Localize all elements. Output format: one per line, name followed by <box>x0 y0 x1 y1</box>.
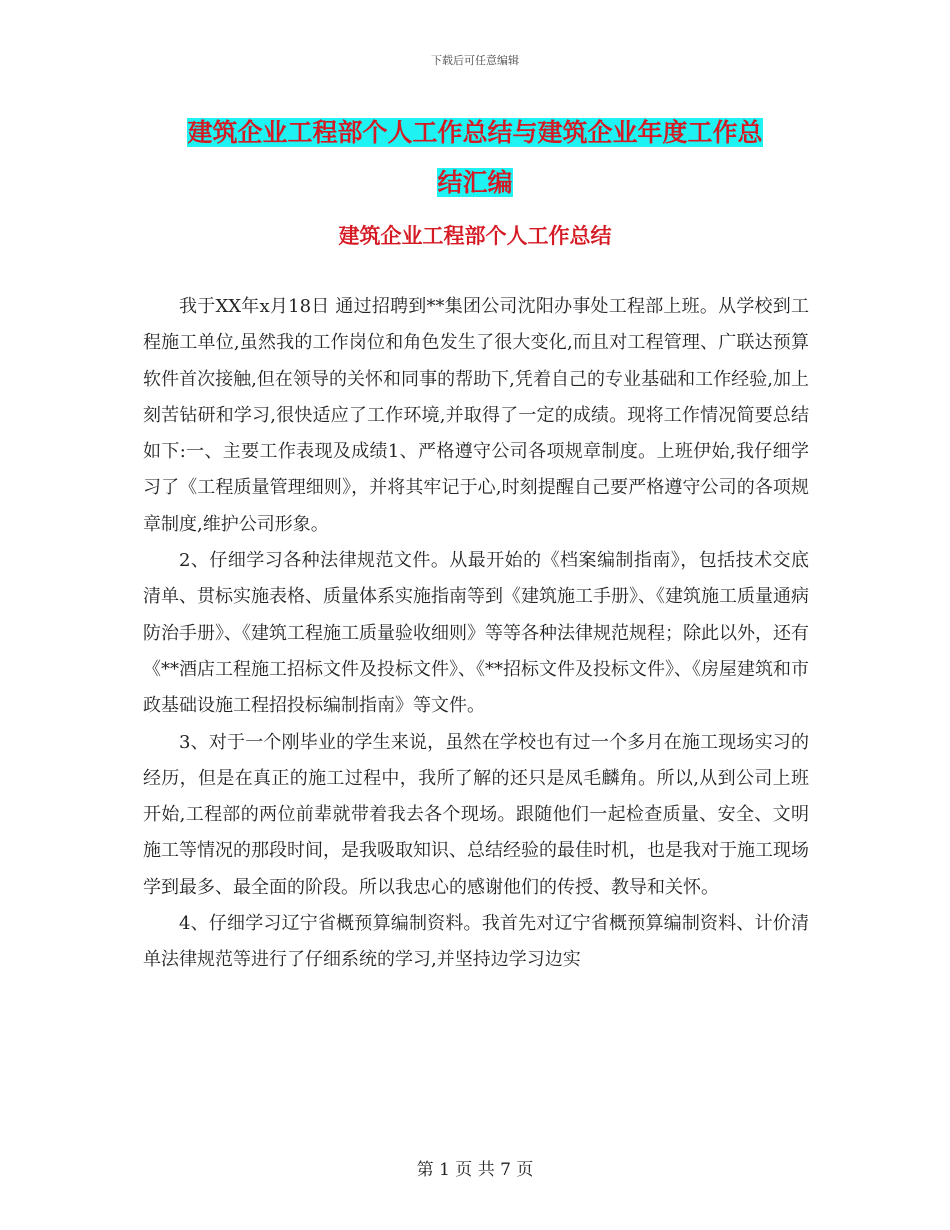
document-body <box>143 289 809 979</box>
paragraph-1: 我于XX年x月18日 通过招聘到**集团公司沈阳办事处工程部上班。从学校到工程施工单位,虽然我的工作岗位和角色发生了很大变化,而且对工程管理、广联达预算软件首次接触,但在领导的关怀和同事的帮助下,凭着自己的专业基础和工作经验,加上刻苦钻研和学习,很快适应了工作环境,并取得了一定的成绩。现将工作情况简要总结如下:一、主要工作表现及成绩1、严格遵守公司各项规章制度。上班伊始,我仔细学习了《工程质量管理细则》，并将其牢记于心,时刻提醒自己要严格遵守公司的各项规章制度,维护公司形象。 <box>143 296 809 535</box>
paragraph-4: 4、仔细学习辽宁省概预算编制资料。我首先对辽宁省概预算编制资料、计价清单法律规范等进行了仔细系统的学习,并坚持边学习边实 <box>143 913 809 971</box>
paragraph-2: 2、仔细学习各种法律规范文件。从最开始的《档案编制指南》，包括技术交底清单、贯标实施表格、质量体系实施指南等到《建筑施工手册》、《建筑施工质量通病防治手册》、《建筑工程施工质量验收细则》等等各种法律规范规程；除此以外，还有《**酒店工程施工招标文件及投标文件》、《**招标文件及投标文件》、《房屋建筑和市政基础设施工程招投标编制指南》等文件。 <box>143 550 809 717</box>
document-title-line-1: 建筑企业工程部个人工作总结与建筑企业年度工作总 <box>187 118 763 147</box>
document-title <box>140 108 810 208</box>
paragraph-3: 3、对于一个刚毕业的学生来说，虽然在学校也有过一个多月在施工现场实习的经历，但是在真正的施工过程中，我所了解的还只是凤毛麟角。所以,从到公司上班开始,工程部的两位前辈就带着我去各个现场。跟随他们一起检查质量、安全、文明施工等情况的那段时间，是我吸取知识、总结经验的最佳时机，也是我对于施工现场学到最多、最全面的阶段。所以我忠心的感谢他们的传授、教导和关怀。 <box>143 731 809 898</box>
document-title-line-2: 结汇编 <box>437 168 513 197</box>
page-number: 第 1 页 共 7 页 <box>416 1160 534 1180</box>
page-header-note: 下载后可任意编辑 <box>431 54 519 67</box>
section-title: 建筑企业工程部个人工作总结 <box>338 223 612 248</box>
